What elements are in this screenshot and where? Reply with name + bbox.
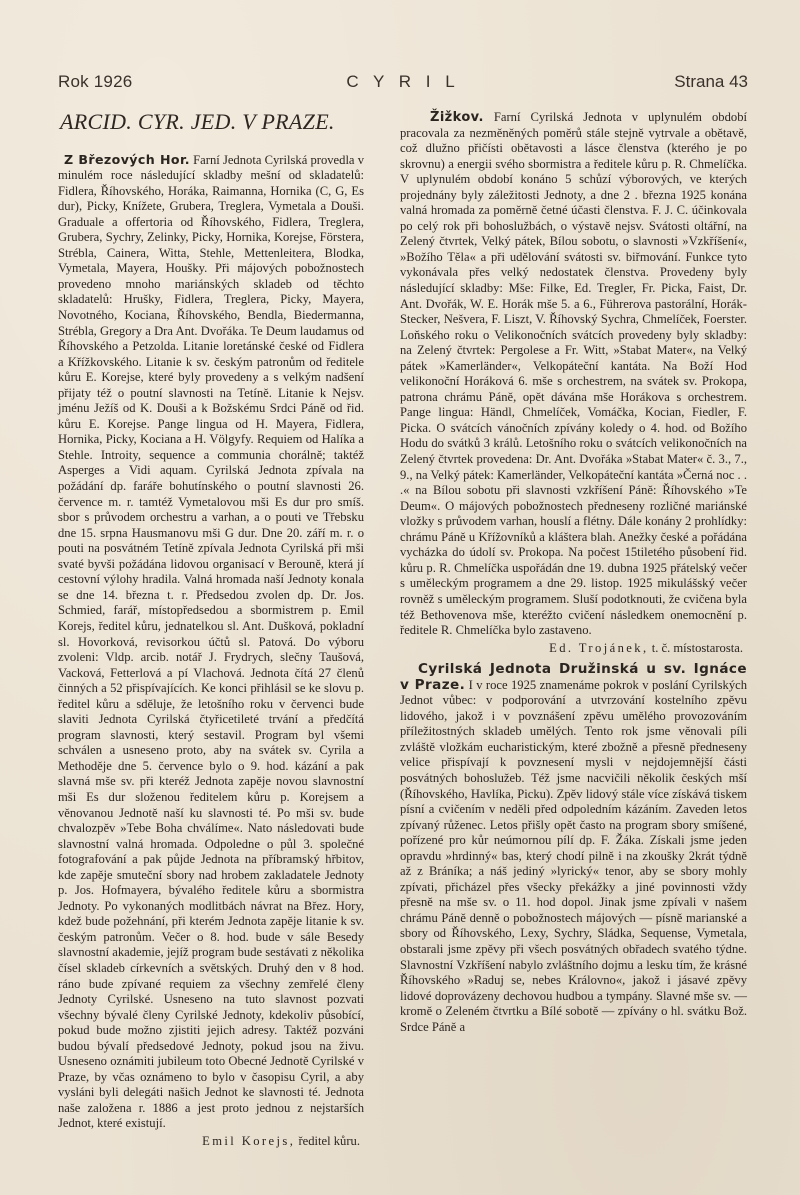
article-brezove-hory — [58, 152, 364, 1132]
header-magazine-title: C Y R I L — [346, 72, 460, 91]
article-body: I v roce 1925 znamenáme pokrok v poslání Cyrilských Jednot vůbec: v podporování a utvrzování kostelního zpěvu lidového, jakož i v povznášení zpěvu umělého provozováním příležitostných skladeb umělých. Tento rok jsme věnovali píli zvláště vložkám eucharistickým, které zbožně a přesně předneseny velice přispívají k povznesení mysli v nejdojemnější části posvátných bohoslužeb. Též jsme nacvičili několik českých mší (Říhovského, Havlíka, Picku). Zpěv lidový stále více získává tiskem písní a cvičením v neděli před odpoledním kázáním. Zaveden letos zpívaný růženec. Letos přišly opět často na program sbory smíšené, pořízené pro kůr neúmornou pílí dp. F. Žáka. Získali jsme jeden opravdu »hrdinný« bas, který chodí pilně i na zkoušky 2krát týdně až z Bráníka; a náš jediný »lyrický« tenor, aby se sbory mohly zpívati, přicházel přes všecky překážky a jiné povinnosti vždy přesně na mše sv. o 11. hod dopol. Jinak jsme zpívali v našem chrámu Páně denně o pobožnostech májových — písně marianské a sbory od Říhovského, Lexy, Sychry, Sládka, Sequense, Vymetala, obstarali jsme zpěvy při všech posvátných obřadech svatého týdne. Slavnostní Vzkříšení nabylo zvláštního dojmu a lesku tím, že krásné Říhovského »Raduj se, nebes Královno«, jakož i jásavé zpěvy lidové doprovázeny dechovou hudbou a tympány. Slavné mše sv. — kromě o Zeleném čtvrtku a Bílé sobotě — zpívány o hl. svátku Bož. Srdce Páně a — [400, 677, 748, 1034]
article-signature — [400, 641, 743, 657]
signature-title: ředitel kůru. — [298, 1134, 360, 1148]
article-signature — [58, 1134, 360, 1150]
article-body: Farní Jednota Cyrilská provedla v minulém roce následující skladby mešní od skladatelů: Fidlera, Říhovského, Horáka, Raimanna, Hornika (C, G, Es dur), Picky, Knížete, Grubera, Treglera, Vymetala a Douši. Graduale a offertoria od Říhovského, Fidlera, Treglera, Grubera, Sychry, Zelinky, Picky, Hornika, Korejse, Förstera, Strébla, Cainera, Witta, Stehle, Mettenleitera, Blodka, Vymetala, Mayera, Houšky. Při májových pobožnostech provedeno mnoho mariánských skladeb od těchto skladatelů: Hrušky, Fidlera, Treglera, Picky, Mayera, Novotného, Kociana, Říhovského, Bendla, Biedermanna, Strébla, Gregory a Dra Ant. Dvořáka. Te Deum laudamus od Říhovského a Petzolda. Litanie loretánské české od Fidlera a Křížkovského. Litanie k sv. českým patronům od ředitele kůru E. Korejse, které byly provedeny a s velkým nadšení přijaty též o poutní slavnosti na Tetíně. Litanie k Nejsv. jménu Ježíš od K. Douši a k Božskému Srdci Páně od řid. kůru E. Korejse. Pange lingua od H. Mayera, Fidlera, Hornika, Picky, Kociana a H. Völgyfy. Requiem od Halíka a Stehle. Introity, sequence a communia chorálně; taktéž Asperges a Vidi aquam. Cyrilská Jednota zpívala na požádání dp. faráře bohutínského o poutní slavnosti 26. července m. r. tamtéž Vymetalovou mši Es dur pro smíš. sbor s průvodem orchestru a varhan, a o pouti ve Třebsku dne 15. srpna Hausmanovu mši G dur. Dne 20. září m. r. o pouti na posvátném Tetíně zpívala Jednota Cyrilská při mši svaté byvši požádána lidovou organisací v Berouně, která jí cestovní výlohy hradila. Valná hromada naší Jednoty konala se dne 14. března t. r. Předsedou zvolen dp. Dr. Jos. Schmied, farář, místopředsedou a sbormistrem p. Emil Korejs, ředitel kůru, jednatelkou sl. Ant. Dušková, pokladní sl. Hovorková, revisorkou účtů sl. Patová. Do výboru zvoleni: Vldp. arcib. notář J. Frydrych, slečny Taušová, Vacková, Fetterlová a pí Vlachová. Jednota čítá 27 členů činných a 52 přispívajících. Ke konci přihlásil se ke slovu p. ředitel kůru a sděluje, že letošního roku v červenci bude slaviti Jednota Cyrilská čtyřicetileté trvání a předčítá program slavnosti, který sestavil. Program byl všemi schválen a usneseno proto, aby na svátek sv. Cyrila a Methoděje dne 5. července bylo o 9. hod. kázání a pak slavná mše sv. při kteréž Jednota zapěje novou slavnostní mši Es dur složenou ředitelem kůru p. Korejsem a věnovanou Jednotě naší ku slavnosti té. Po mši sv. bude chvalozpěv »Tebe Boha chválíme«. Nato následovati bude slavnostní valná hromada. Odpoledne o půl 3. společné fotografování a pak půjde Jednota na příbramský hřbitov, kde zapěje smuteční sbory nad hrobem zakladatele Jednoty p. Jos. Hofmayera, bývalého ředitele kůru a sbormistra Jednoty. Po vykonaných modlitbách návrat na Břez. Hory, kdež bude požehnání, při kterém Jednota zapěje litanie k sv. českým patronům. Večer o 8. hod. bude v sále Besedy slavnostní akademie, jejíž program bude sestávati z několika čísel skladeb církevních a světských. Druhý den v 8 hod. ráno bude zpívané requiem za všechny zemřelé členy Jednoty Cyrilské. Usneseno na tuto slavnost pozvati všechny bývalé členy Cyrilské Jednoty, kdekoliv působící, pokud bude možno zjistiti jejich adresy. Taktéž pozváni budou bývalí předsedové Jednoty, pokud jsou na živu. Usneseno oznámiti jubileum toto Obecné Jednotě Cyrilské v Praze, by včas oznámeno to bylo v časopisu Cyril, a aby vysláni byli delegáti našich Jednot ke slavnosti té. Jednota naše založena r. 1886 a jest proto jednou z nejstarších Jednot, které existují. — [58, 152, 365, 1131]
right-column — [400, 110, 747, 1035]
signature-title: t. č. místostarosta. — [651, 640, 743, 655]
signature-name: Ed. Trojánek, — [549, 640, 649, 655]
article-lead: Cyrilská Jednota Družinská u sv. Ignáce v Praze. — [400, 661, 747, 693]
header-year: Rok 1926 — [58, 72, 133, 91]
article-zizkov — [400, 110, 747, 639]
signature-name: Emil Korejs, — [202, 1134, 296, 1148]
running-header — [58, 72, 748, 96]
left-column — [58, 110, 364, 1156]
article-lead: Z Březových Hor. — [64, 151, 190, 167]
article-body: Farní Cyrilská Jednota v uplynulém období pracovala za nezměněných poměrů stále stejně vytrvale a obětavě, což dlužno přičísti obětavosti a lásce členstva (kterého je po skrovnu) a energii svého sbormistra a ředitele kůru p. R. Chmelíčka. V uplynulém období konáno 5 schůzí výborových, ve kterých projednány byly záležitosti Jednoty, a dne 2 . března 1925 konána valná hromada za poměrně četné účasti členstva. F. J. C. účinkovala po celý rok při bohoslužbách, o výstavě nejsv. Svátosti oltářní, na Zelený čtvrtek, Velký pátek, Bílou sobotu, o slavnosti »Vzkříšení«, »Božího Těla« a při udělování svátosti sv. biřmování. Funkce tyto vykonávala přes velký nedostatek členstva. Provedeny byly následující skladby: Mše: Filke, Ed. Tregler, Fr. Picka, Faist, Dr. Ant. Dvořák, W. E. Horák mše 5. a 6., Führerova pastorální, Horák-Stecker, Nešvera, F. Liszt, V. Říhovský Sychra, Chmelíček, Foerster. Loňského roku o Velikonočních svátcích provedeny byly skladby: na Zelený čtvrtek: Pergolese a Fr. Witt, »Stabat Mater«, na Velký pátek »Kamerländer«, Velkopáteční kantáta. Na Boží Hod velikonoční Horáková 6. mše s orchestrem, na svátek sv. Prokopa, patrona chrámu Páně, opět dávána mše Horákova s orchestrem. Pange lingua: Händl, Chmelíček, Vomáčka, Kocian, Fiedler, F. Picka. O svátcích vánočních zpívány koledy o 4. hod. od Božího Hodu do svátků 3 králů. Letošního roku o svátcích velikonočních na Zelený čtvrtek provedena: Dr. Ant. Dvořáka »Stabat Mater« č. 3., 7., 9., na Velký pátek: Kamerländer, Velkopáteční kantáta »Černá noc . . .« na Bílou sobotu při slavnosti vzkříšení Páně: Říhovského »Te Deum«. O májových pobožnostech předneseny rozličné mariánské vložky s průvodem varhan, houslí a flétny. Dále konány 2 prohlídky: chrámu Páně u Křížovníků a kláštera blah. Anežky české a pořádána vycházka do údolí sv. Prokopa. Na počest 15tiletého působení řid. kůru p. R. Chmelíčka uspořádán dne 19. dubna 1925 přátelský večer s uměleckým programem a dne 29. listop. 1925 mikulášský večer rovněž s uměleckým programem. Sluší podotknouti, že cvičena byla též Bethovenova mše, kteréžto cvičení následkem onemocnění p. ředitele R. Chmelíčka bylo zastaveno. — [400, 110, 747, 638]
header-page-number: Strana 43 — [674, 72, 748, 91]
section-title: ARCID. CYR. JED. V PRAZE. — [60, 109, 335, 134]
article-druzinska-jednota — [400, 662, 747, 1035]
article-lead: Žižkov. — [430, 110, 484, 125]
